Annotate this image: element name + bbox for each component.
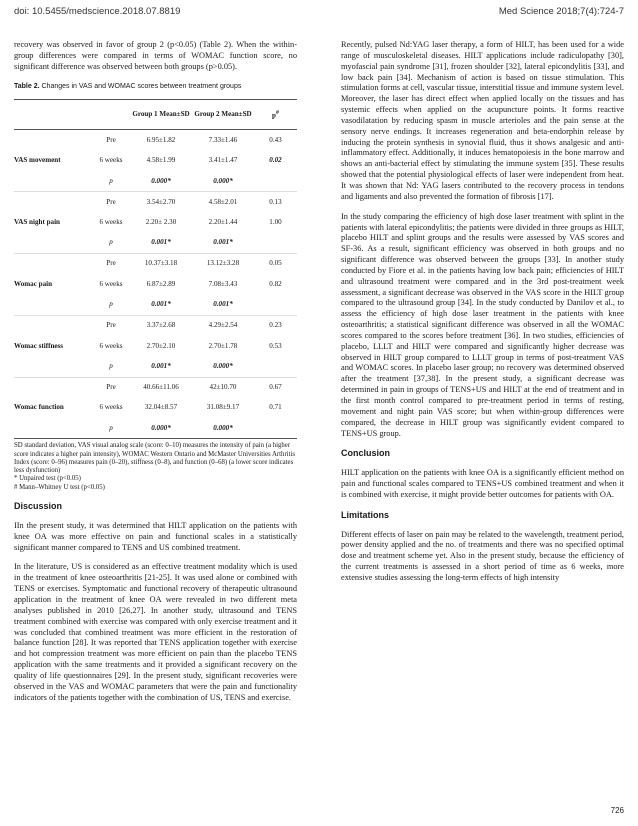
row-group2: 3.41±1.47 — [208, 156, 238, 165]
row-variable — [14, 253, 92, 274]
row-variable — [14, 192, 92, 213]
row-time: 6 weeks — [99, 279, 123, 288]
header-p-sup: # — [276, 110, 279, 117]
table-caption — [14, 82, 297, 93]
row-p-value — [254, 418, 297, 439]
header-p — [254, 100, 297, 130]
row-p-value — [254, 171, 297, 192]
row-variable: VAS night pain — [14, 218, 61, 227]
header-variable — [14, 100, 92, 130]
intro-paragraph: recovery was observed in favor of group 2 (p<0.05) (Table 2). When the within-group differences were compared in terms of WOMAC function score, no significant difference was observed between both groups (p>0.05). — [14, 40, 297, 71]
row-group1: 0.000* — [151, 176, 171, 185]
page-header — [14, 6, 624, 20]
row-p-value: 0.23 — [254, 315, 297, 336]
row-group2: 7.08±3.43 — [208, 279, 238, 288]
table-caption-text: Changes in VAS and WOMAC scores between treatment groups — [39, 82, 242, 90]
row-group1: 2.20± 2.30 — [145, 218, 177, 227]
row-group1: 4.58±1.99 — [146, 156, 176, 165]
row-p-value: 0.13 — [254, 192, 297, 213]
row-p-value: 0.82 — [269, 279, 282, 288]
header-group1: Group 1 Mean±SD — [132, 110, 190, 119]
row-p-value: 0.02 — [269, 156, 282, 165]
discussion-paragraph-1: IIn the present study, it was determined that HILT application on the patients with knee OA was more effective on pain and functional scales in a statistically significant manner compared to TENS and US combined treatment. — [14, 520, 297, 552]
row-time: 6 weeks — [99, 156, 123, 165]
limitations-heading: Limitations — [341, 509, 390, 520]
header-p-text: p — [272, 111, 276, 120]
footnote-mann-whitney: # Mann–Whitney U test (p<0.05) — [14, 483, 105, 491]
right-paragraph-1: Recently, pulsed Nd:YAG laser therapy, a form of HILT, has been used for a wide range of musculoskeletal diseases. HILT applications include radiculopathy [30], myofascial pain syndrome [31], frozen shoulder [32], lateral epicondylitis [33], and low back pain [34]. Mechanism of action is based on tissue stimulation. This stimulation forms at cell, vascular tissue, interstitial tissue and immune system level. Moreover, the laser has direct effect when applied locally on the tissues and has systemic effects when applied on the acupuncture points. It forms reactive vasodilatation by reducing spasm in muscle arterioles and the pain sense at the sensory nerve endings. It increases regeneration and beta-endorphin release by inducing the protein synthesis in synovial fluid, thus it shows analgesic and anti-inflammatory effect. Additionally, it induces hematopoiesis in the bone marrow and shows an anti-bacterial effect by stimulating the immune system [35]. These results showed that the potential physiological effects of laser were independent from heat. It was shown that Nd: YAG lasers contributed to the recovery process in tendons and ligaments and also prevented the formation of fibrosis [17]. — [341, 40, 624, 201]
table-row — [14, 253, 297, 274]
table-row — [14, 377, 297, 398]
row-p-value: 0.71 — [269, 403, 282, 412]
doi-text: doi: 10.5455/medscience.2018.07.8819 — [14, 6, 181, 17]
row-variable: Womac function — [14, 403, 64, 412]
header-group2: Group 2 Mean±SD — [194, 110, 252, 119]
footnote-unpaired: * Unpaired test (p<0.05) — [14, 475, 81, 483]
row-group1: 0.001* — [151, 361, 171, 370]
conclusion-heading: Conclusion — [341, 448, 390, 459]
table-row — [14, 398, 297, 419]
row-group1: 40.66±11.06 — [130, 377, 192, 398]
table-caption-label: Table 2. — [14, 82, 40, 90]
row-time: Pre — [92, 192, 130, 213]
header-time — [92, 100, 130, 130]
table-row — [14, 150, 297, 171]
row-time: Pre — [92, 253, 130, 274]
row-variable — [14, 418, 92, 439]
table-row — [14, 274, 297, 295]
row-group2: 2.70±1.78 — [208, 341, 238, 350]
row-group1: 0.001* — [151, 238, 171, 247]
row-variable — [14, 233, 92, 254]
row-p-value: 0.43 — [269, 135, 282, 144]
right-column — [341, 40, 624, 593]
row-p-value: 1.00 — [269, 218, 282, 227]
row-time: 6 weeks — [99, 341, 123, 350]
row-time: p — [109, 300, 113, 309]
row-p-value: 0.67 — [254, 377, 297, 398]
row-variable — [14, 315, 92, 336]
row-group1: 6.87±2.89 — [146, 279, 176, 288]
row-group2: 2.20±1.44 — [208, 218, 238, 227]
row-variable — [14, 377, 92, 398]
row-time: Pre — [92, 377, 130, 398]
row-group2: 4.58±2.01 — [192, 192, 254, 213]
row-group1: 32.04±8.57 — [144, 403, 178, 412]
results-table — [14, 99, 297, 439]
row-group2: 42±10.70 — [192, 377, 254, 398]
table-row — [14, 356, 297, 377]
row-group1: 0.000* — [151, 423, 171, 432]
row-time: p — [109, 238, 113, 247]
row-variable — [14, 130, 92, 151]
row-variable — [14, 171, 92, 192]
page-number: 726 — [610, 806, 624, 815]
row-variable — [14, 295, 92, 316]
limitations-paragraph: Different effects of laser on pain may be related to the wavelength, treatment period, power density applied and the no. of treatments and there was no specified optimal dose and treatment scheme yet. Also in the present study, because the efficiency of the current treatments is assessed in a short period of time as 6 weeks, more extensive studies assessing the long-term effects of high intensity — [341, 529, 624, 582]
row-variable — [14, 356, 92, 377]
row-p-value — [254, 233, 297, 254]
table-row — [14, 192, 297, 213]
row-p-value — [254, 295, 297, 316]
row-group2: 0.000* — [213, 176, 233, 185]
footnote-abbreviations: SD standard deviation, VAS visual analog scale (score: 0–10) measures the intensity of pain (a higher score indicates a higher pain intensity), WOMAC Western Ontario and McMaster Universities Arthritis Index (score: 0–96) measures pain (0–20), stiffness (0–8), and function (0–68) (a lower score indicates less dysfunction) — [14, 442, 296, 475]
table-row — [14, 315, 297, 336]
row-group1: 10.37±3.18 — [130, 253, 192, 274]
table-row — [14, 171, 297, 192]
table-row — [14, 212, 297, 233]
row-group2: 13.12±3.28 — [192, 253, 254, 274]
journal-citation: Med Science 2018;7(4):724-7 — [498, 6, 624, 17]
row-group2: 0.001* — [213, 300, 233, 309]
row-time: Pre — [92, 315, 130, 336]
row-time: Pre — [106, 135, 116, 144]
row-group2: 0.000* — [213, 423, 233, 432]
discussion-heading: Discussion — [14, 501, 63, 512]
row-time: p — [109, 176, 113, 185]
row-time: p — [109, 361, 113, 370]
row-time: p — [109, 423, 113, 432]
row-group2: 0.001* — [213, 238, 233, 247]
table-row — [14, 233, 297, 254]
table-header-row — [14, 100, 297, 130]
row-group1: 6.95±1.82 — [146, 135, 176, 144]
row-group1: 3.54±2.70 — [130, 192, 192, 213]
row-variable: VAS movement — [14, 156, 61, 165]
row-group1: 0.001* — [151, 300, 171, 309]
row-group2: 4.29±2.54 — [192, 315, 254, 336]
left-column — [14, 40, 297, 712]
table-row — [14, 130, 297, 151]
table-bottom-rule — [14, 439, 297, 440]
row-time: 6 weeks — [99, 403, 123, 412]
table-footnote — [14, 442, 297, 492]
discussion-paragraph-2: In the literature, US is considered as an effective treatment modality which is used in the treatment of knee osteoarthritis [21-25]. It was used alone or combined with TENS or exercises. Symptomatic and functional recovery of therapeutic ultrasound application in the treatment of knee OA were revealed in two different meta analyses published in 2010 [26,27]. In another study, ultrasound and TENS treatment combined with exercise was compared with only exercise treatment and it was concluded that combined treatment was more efficient in the restoration of balance function [28]. It was reported that TENS application together with exercise and hot compression treatment was more efficient on pain than the placebo TENS application with the same treatments and it provided a significant recovery on the quality of life questionnaires [29]. In the present study, significant recoveries were observed in the VAS and WOMAC parameters that were the pain and functionality indicators of the patients together with the combination of US, TENS and exercise. — [14, 562, 297, 702]
row-group1: 3.37±2.68 — [130, 315, 192, 336]
table-row — [14, 295, 297, 316]
row-p-value: 0.53 — [269, 341, 282, 350]
table-row — [14, 336, 297, 357]
row-group1: 2.70±2.10 — [146, 341, 176, 350]
row-group2: 7.33±1.46 — [208, 135, 238, 144]
row-variable: Womac pain — [14, 279, 53, 288]
right-paragraph-2: In the study comparing the efficiency of high dose laser treatment with splint in the patients with lateral epicondylitis; the patients were divided in three groups as HILT, placebo HILT and splint groups and the results were assessed by VAS scores and SF-36. As a result, significant efficiency was observed in both groups and no significant difference was observed between the groups [33]. In another study conducted by Fiore et al. in the patients having low back pain; efficiencies of HILT and ultrasound treatment were compared and in the 3rd post-treatment week assessment, a significant decrease was observed in the VAS score in the HILT group compared to the ultrasound group [34]. In the study conducted by Danilov et al., to assess the efficiency of high dose laser treatment in the patients with knee osteoarthritis; a statistical significant difference was observed in all the WOMAC scores compared to the scores before treatment [36]. In two studies, efficiencies of placebo, LLLT and HILT were compared and significantly higher decrease was observed in HILT group compared to LLLT group in terms of post-treatment VAS and WOMAC scores. In placebo laser group; no recovery was determined observed after the treatment [37,38]. In the present study, a significant decrease was determined in pain in groups of TENS+US and HILT at the end of treatment and in the first month control compared to pre-treatment period in terms of resting, movement and night pain VAS score; but when within-group differences were compared, the decrease in HILT group was significantly evident compared to TENS+US group. — [341, 211, 624, 438]
row-p-value — [254, 356, 297, 377]
table-row — [14, 418, 297, 439]
row-group2: 0.000* — [213, 361, 233, 370]
row-variable: Womac stiffness — [14, 341, 64, 350]
conclusion-paragraph: HILT application on the patients with knee OA is a significantly efficient method on pain and functional scales compared to TENS+US combined treatment and when it is combined with exercise, it might provide better outcomes for patients with OA. — [341, 468, 624, 499]
row-group2: 31.08±9.17 — [206, 403, 240, 412]
row-p-value: 0.05 — [254, 253, 297, 274]
row-time: 6 weeks — [99, 218, 123, 227]
